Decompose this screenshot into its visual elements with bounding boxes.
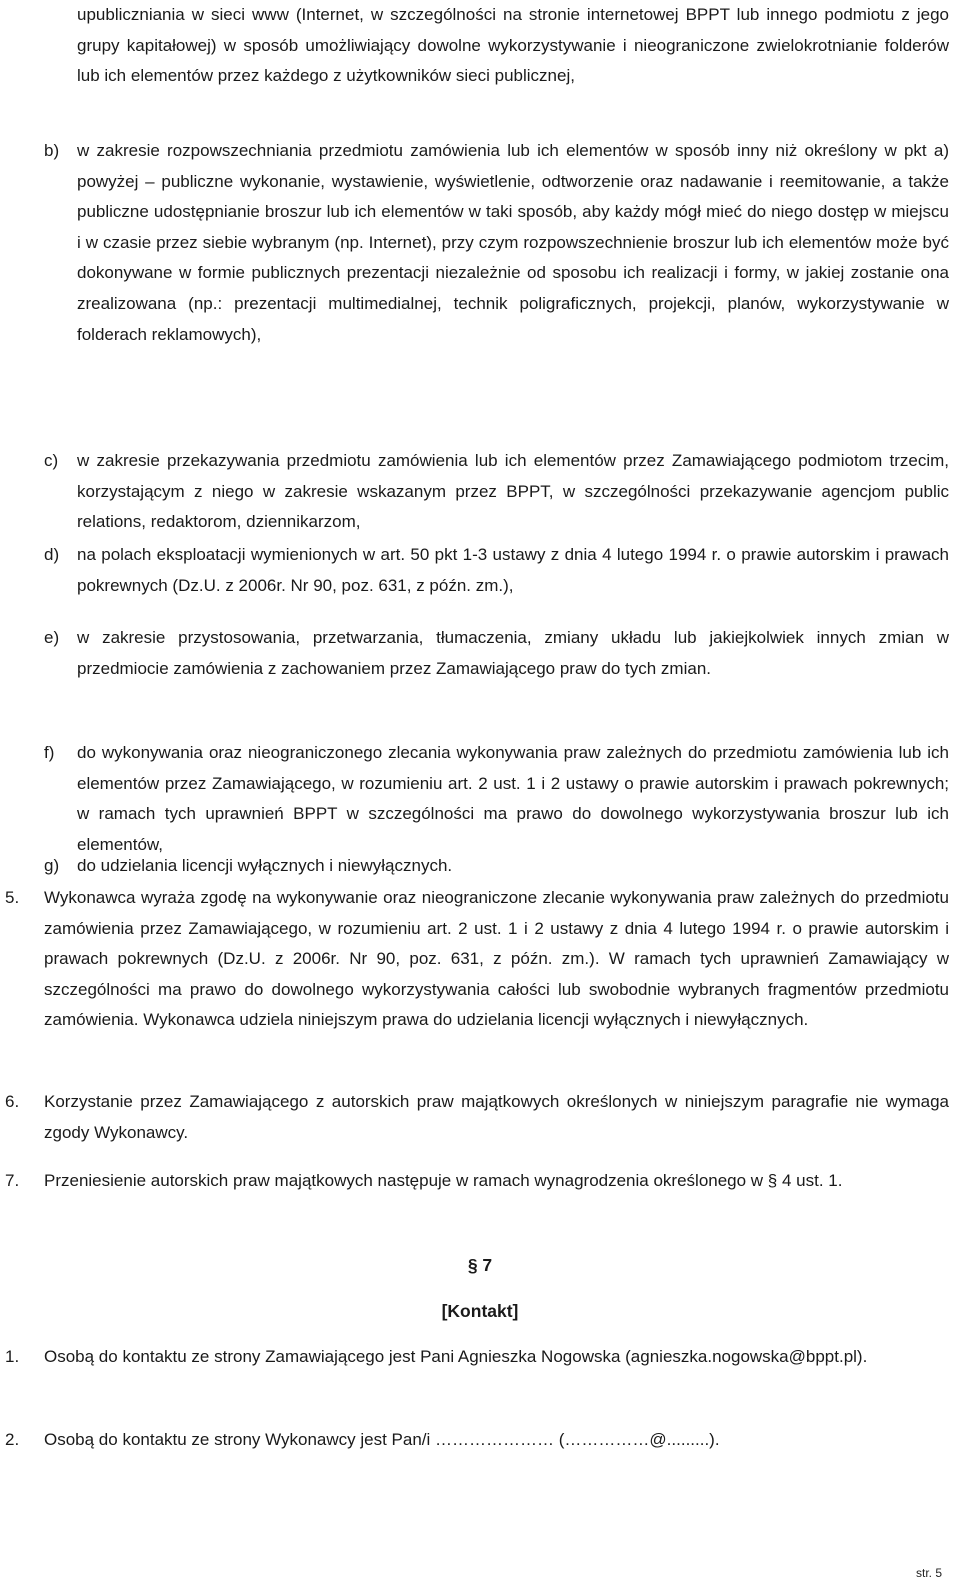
list-item-text: do udzielania licencji wyłącznych i niewyłącznych. <box>77 856 453 875</box>
list-item-text: do wykonywania oraz nieograniczonego zlecania wykonywania praw zależnych do przedmiotu zamówienia lub ich elementów przez Zamawiającego, w rozumieniu art. 2 ust. 1 i 2 ustawy o prawie autorskim i prawach pokrewnych; w ramach tych uprawnień BPPT w szczególności ma prawo do dowolnego wykorzystywania broszur lub ich elementów, <box>77 743 949 854</box>
point-number: 1. <box>5 1347 20 1366</box>
point-text: Wykonawca wyraża zgodę na wykonywanie oraz nieograniczone zlecanie wykonywania praw zależnych do przedmiotu zamówienia przez Zamawiającego, w rozumieniu art. 2 ust. 1 i 2 ustawy z dnia 4 lutego 1994 r. o prawie autorskim i prawach pokrewnych (Dz.U. z 2006r. Nr 90, poz. 631, z późn. zm.). W ramach tych uprawnień Zamawiający w szczególności ma prawo do dowolnego wykorzystywania całości lub swobodnie wybranych fragmentów przedmiotu zamówienia. Wykonawca udziela niniejszym prawa do udzielania licencji wyłącznych i niewyłącznych. <box>44 888 949 1030</box>
point-number: 7. <box>5 1171 20 1190</box>
page-number: str. 5 <box>915 1566 942 1580</box>
point-text: Przeniesienie autorskich praw majątkowych następuje w ramach wynagrodzenia określonego w § 4 ust. 1. <box>44 1171 843 1190</box>
section-title: [Kontakt] <box>441 1301 519 1321</box>
list-marker: g) <box>44 856 60 875</box>
contact-point-2 <box>5 1425 949 1456</box>
numbered-point-7 <box>5 1166 949 1197</box>
paragraph-a-continuation: upubliczniania w sieci www (Internet, w szczególności na stronie internetowej BPPT lub innego podmiotu z jego grupy kapitałowej) w sposób umożliwiający dowolne wykorzystywanie i nieograniczone zwielokrotnianie folderów lub ich elementów przez każdego z użytkowników sieci publicznej, <box>77 5 949 86</box>
list-item-text: na polach eksploatacji wymienionych w art. 50 pkt 1-3 ustawy z dnia 4 lutego 1994 r. o prawie autorskim i prawach pokrewnych (Dz.U. z 2006r. Nr 90, poz. 631, z późn. zm.), <box>77 545 949 595</box>
point-text: Osobą do kontaktu ze strony Zamawiającego jest Pani Agnieszka Nogowska (agnieszka.nogowska@bppt.pl). <box>44 1347 868 1366</box>
point-text: Korzystanie przez Zamawiającego z autorskich praw majątkowych określonych w niniejszym paragrafie nie wymaga zgody Wykonawcy. <box>44 1092 949 1142</box>
contact-point-1 <box>5 1342 949 1373</box>
list-item-f <box>44 738 949 860</box>
list-item-e <box>44 623 949 684</box>
list-item-c <box>44 446 949 538</box>
list-item-text: w zakresie przystosowania, przetwarzania, tłumaczenia, zmiany układu lub jakiejkolwiek innych zmian w przedmiocie zamówienia z zachowaniem przez Zamawiającego praw do tych zmian. <box>77 628 949 678</box>
list-marker: f) <box>44 743 55 762</box>
numbered-point-6 <box>5 1087 949 1148</box>
list-item-text: w zakresie rozpowszechniania przedmiotu zamówienia lub ich elementów w sposób inny niż określony w pkt a) powyżej – publiczne wykonanie, wystawienie, wyświetlenie, odtworzenie oraz nadawanie i reemitowanie, a także publiczne udostępnianie broszur lub ich elementów w taki sposób, aby każdy mógł mieć do niego dostęp w miejscu i w czasie przez siebie wybranym (np. Internet), przy czym rozpowszechnienie broszur lub ich elementów może być dokonywane w formie publicznych prezentacji niezależnie od sposobu ich realizacji i formy, w jakiej zostanie ona zrealizowana (np.: prezentacji multimedialnej, technik poligraficznych, projekcji, planów, wykorzystywanie w folderach reklamowych), <box>77 141 949 344</box>
point-number: 5. <box>5 888 20 907</box>
list-item-g <box>44 851 949 882</box>
list-marker: c) <box>44 451 59 470</box>
list-marker: d) <box>44 545 60 564</box>
list-item-b <box>44 136 949 350</box>
list-marker: e) <box>44 628 60 647</box>
point-text: Osobą do kontaktu ze strony Wykonawcy jest Pan/i ………………… (……………@.........). <box>44 1430 720 1449</box>
section-number: § 7 <box>467 1255 493 1275</box>
list-item-d <box>44 540 949 601</box>
point-number: 2. <box>5 1430 20 1449</box>
numbered-point-5 <box>5 883 949 1036</box>
list-item-text: w zakresie przekazywania przedmiotu zamówienia lub ich elementów przez Zamawiającego podmiotom trzecim, korzystającym z niego w zakresie wskazanym przez BPPT, w szczególności przekazywanie agencjom public relations, redaktorom, dziennikarzom, <box>77 451 949 532</box>
list-marker: b) <box>44 141 60 160</box>
point-number: 6. <box>5 1092 20 1111</box>
